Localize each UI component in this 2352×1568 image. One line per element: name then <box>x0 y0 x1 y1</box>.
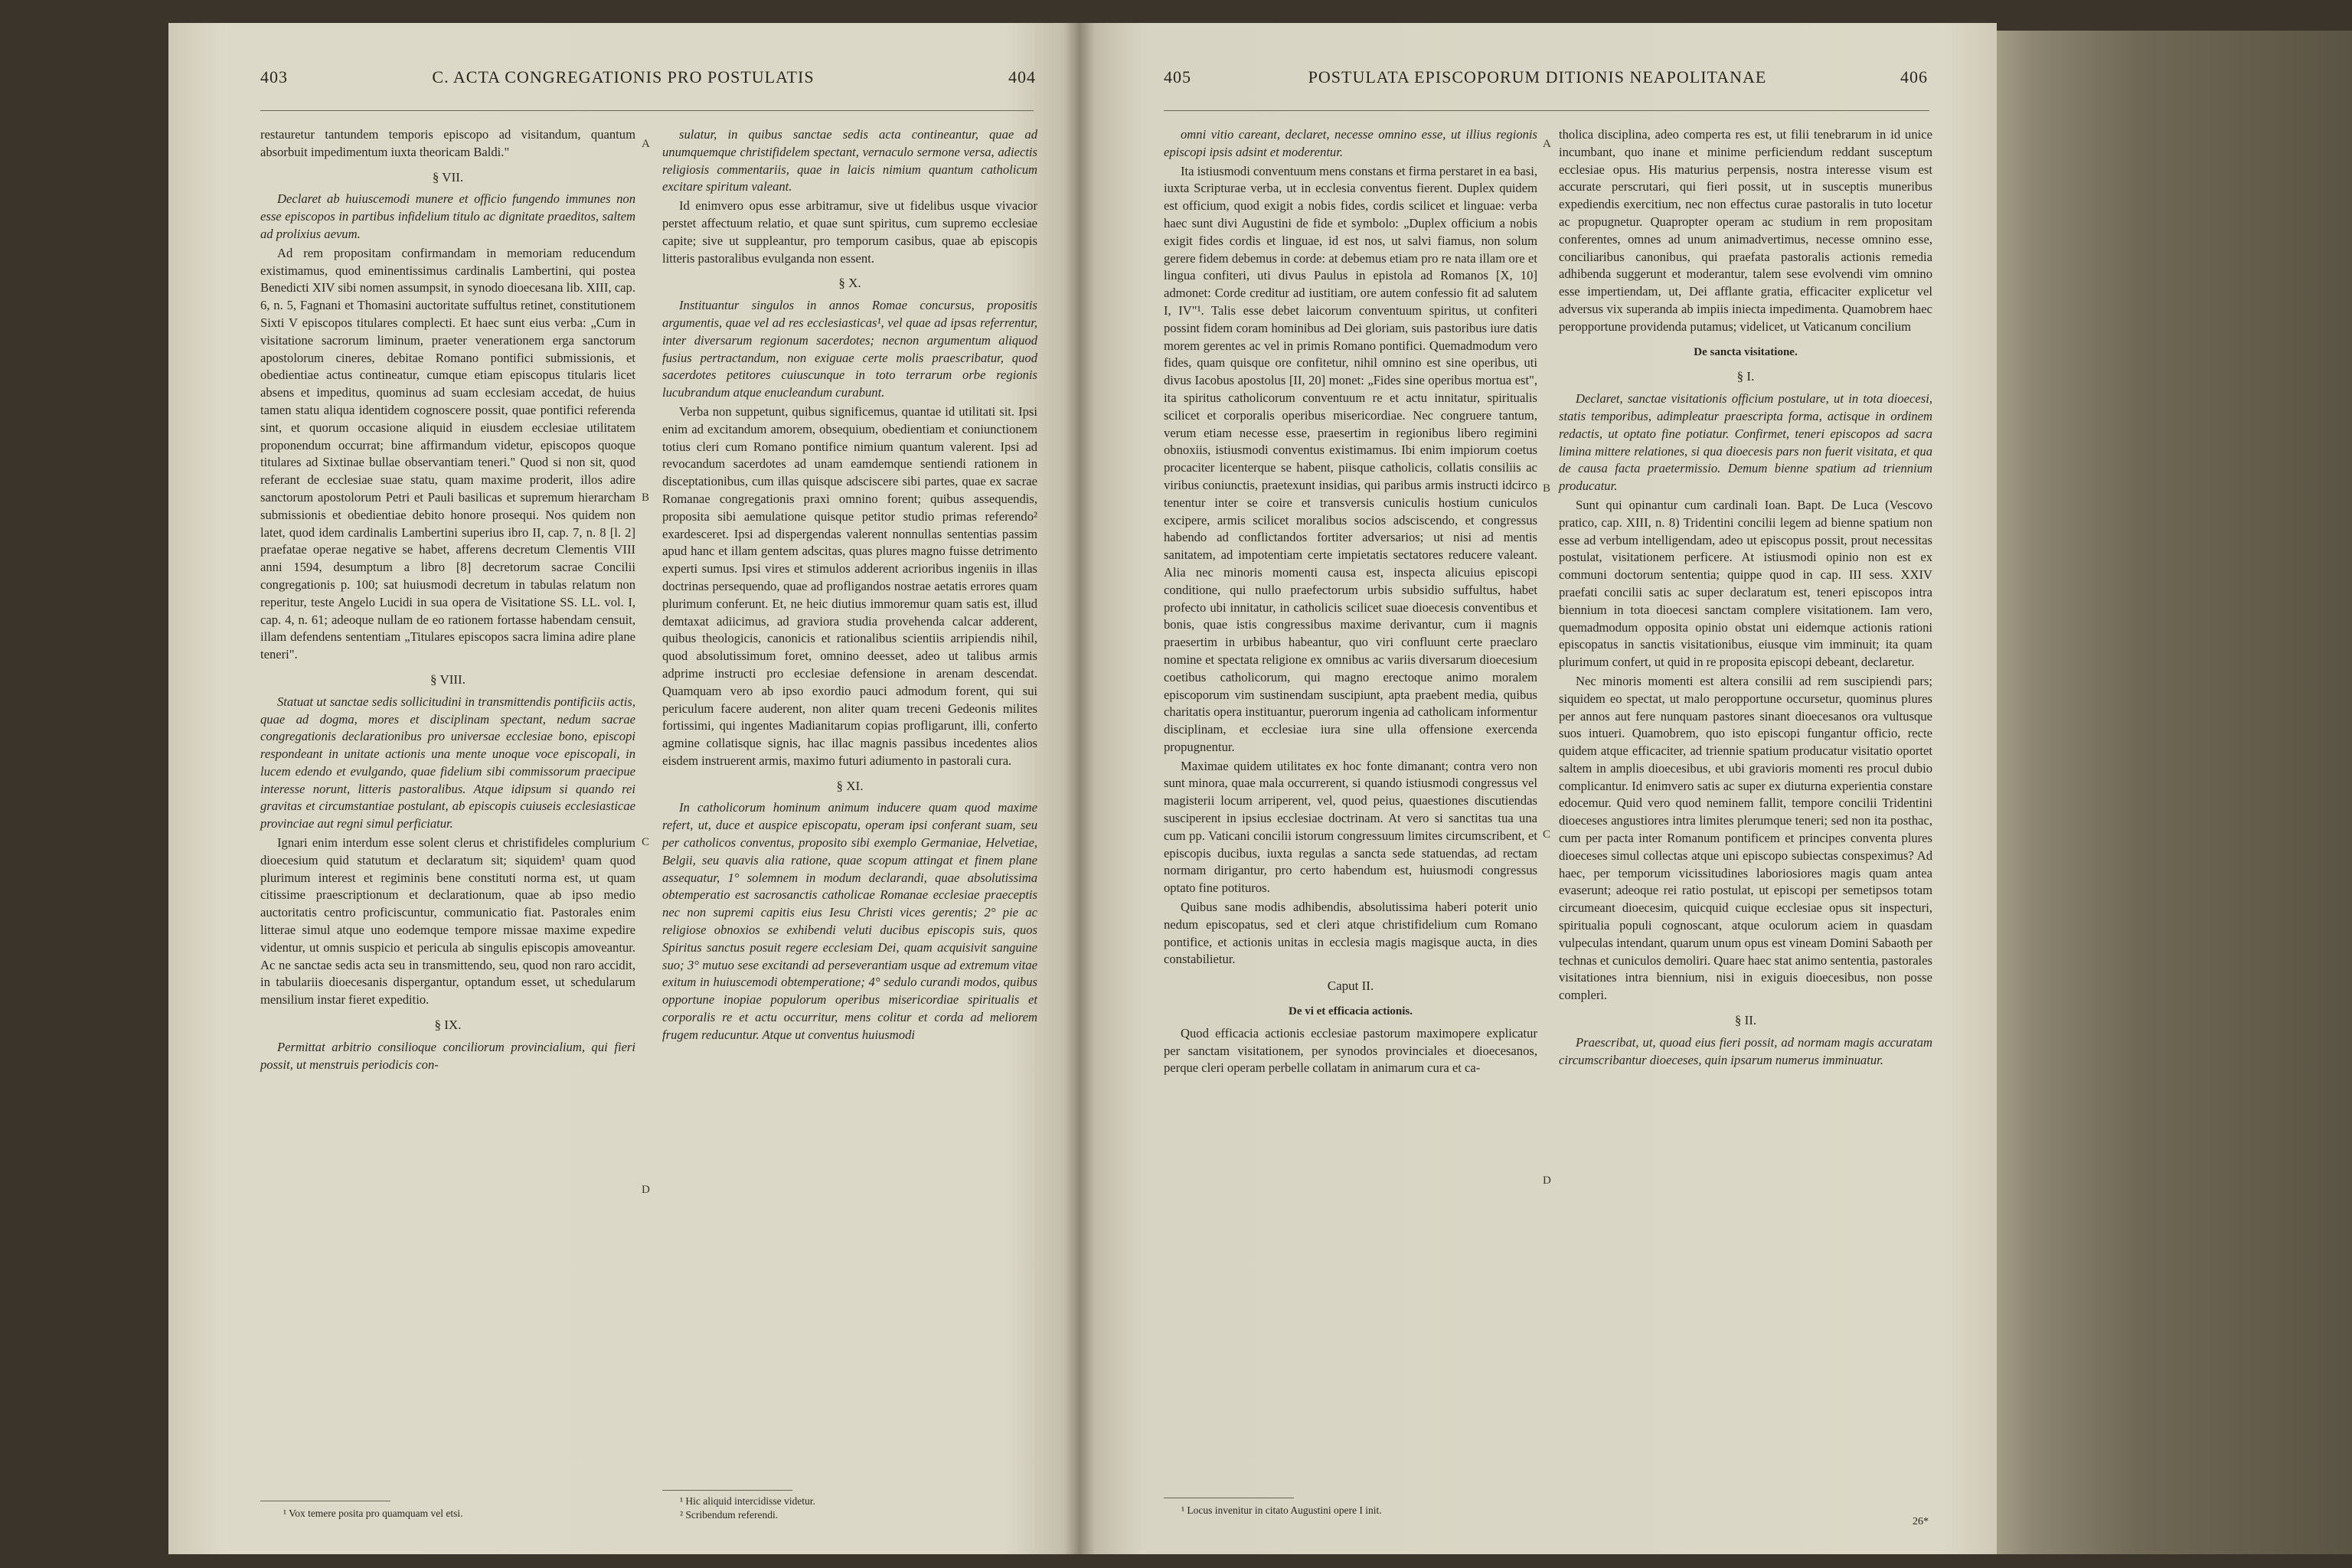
page-edge-stack <box>1997 31 2352 1554</box>
postulatum-text: sulatur, in quibus sanctae sedis acta contineantur, quae ad unumquemque christifidelem spectant, vernaculo sermone versa, adiectis religiosis commentariis, quae in laicis nimium quantum catholicum excitare spiritum valeant. <box>662 127 1037 194</box>
margin-letter: D <box>1543 1174 1551 1187</box>
postulatum-text: omni vitio careant, declaret, necesse omnino esse, ut illius regionis episcopi ipsis adsint et moderentur. <box>1164 127 1537 159</box>
section-heading: § IX. <box>434 1018 462 1033</box>
postulatum-text: In catholicorum hominum animum inducere quam quod maxime refert, ut, duce et auspice episcopatu, operam ipsi conferant suam, seu per catholicos conventus, proposito sibi exemplo Germaniae, Helvetiae, Belgii, seu quavis alia ratione, quae scopum attingat et finem plane assequatur, 1° solemnem in modum declarandi, quae absolutissima obtemperatio est sacrosanctis catholicae Romanae ecclesiae praeceptis nec non supremi capitis eius Iesu Christi vices gerentis; 2° pie ac religiose obnoxios se exhibendi veluti ducibus episcopis suis, quos Spiritus sanctus posuit regere ecclesiam Dei, quam acquisivit sanguine suo; 3° mutuo sese excitandi ad perseverantiam usque ad extremum vitae exitum in huiuscemodi obtemperatione; 4° sedulo curandi modos, quibus opportune inopiae populorum operibus misericordiae spiritualis et corporalis re et actu occurritur, mens colitur et corda ad meliorem frugem reducuntur. Atque ut conventus huiusmodi <box>662 800 1037 1042</box>
right-page <box>1078 23 1997 1554</box>
chapter-heading: Caput II. <box>1327 978 1374 994</box>
body-paragraph: Id enimvero opus esse arbitramur, sive ut fidelibus usque vivacior perstet affectuum relatio, et quae sunt spiritus, cum supremo ecclesiae capite; sive ut suppleantur, pro temporum casibus, quae ab episcopis litteris pastoralibus evulganda non essent. <box>662 198 1037 266</box>
left-column-1 <box>260 126 635 1075</box>
body-paragraph: Nec minoris momenti est altera consilii ad rem suscipiendi pars; siquidem eo spectat, ut malo peropportune occursetur, quominus plures per annos aut fere nunquam pastores sinant dioecesanos ora vultusque suos intueri. Quamobrem, quo isto episcopi fungantur officio, recte quidem atque efficaciter, ad triennie spatium producatur visitatio oportet saltem in amplis dioecesibus, et ubi gravioris momenti res procul dubio complicantur. Id enimvero satis ac super ex diuturna experientia constare edocemur. Quid vero quod neminem fallit, tempore concilii Tridentini dioeceses angustiores intra limites plerumque teneri; sed non ita posthac, cum per pacta inter Romanum pontificem et principes conventa plures dioeceses simul collectas atque uni episcopo subiectas conspeximus? Ad haec, per temporum vicissitudines laboriosiores magis quam antea evaserunt; adeoque rei ratio postulat, ut episcopi per semetipsos totam circumeant dioecesim, quicquid cuique ecclesiae opus sit inspecturi, spiritualia populi cognoscant, atque oculorum aciem in quasdam vulpeculas intendant, quarum unum opus est vineam Domini Sabaoth per technas et cuniculos demoliri. Quare haec stat animo sententia, pastorales visitationes intra biennium, nisi in exiguis dioecesibus, non posse compleri. <box>1559 673 1932 1003</box>
footnote: ² Scribendum referendi. <box>680 1509 779 1521</box>
section-heading: § II. <box>1734 1013 1757 1028</box>
section-heading: § I. <box>1736 369 1755 384</box>
margin-letter: C <box>1543 828 1551 841</box>
body-paragraph: Maximae quidem utilitates ex hoc fonte dimanant; contra vero non sunt minora, quae mala occurrerent, si quando istiusmodi congressus vel magisterii locum arriperent, vel, quod peius, quaestiones discutiendas susciperent in ipsius ecclesiae doctrinam. At vero si sanctitas tua una cum pp. Vaticani concilii istorum congressuum limites circumscribent, et episcopis ducibus, iuxta regulas a sancta sede statuendas, ad rectam normam dirigantur, pro certo habendum est, huiusmodi congressus optato fine potituros. <box>1164 758 1537 896</box>
body-paragraph: Sunt qui opinantur cum cardinali Ioan. Bapt. De Luca (Vescovo pratico, cap. XIII, n. 8) Tridentini concilii legem ad bienne spatium non esse ad verbum intelligendam, adeo ut episcopus possit, prout necessitas postulat, visitationem perficere. At istiusmodi opinio non est ex communi doctorum sententia; quippe quod in cap. III sess. XXIV praefati concilii satis ac super declaratum est, teneri episcopos intra biennium in tota dioecesi sanctam complere visitationem. Iam vero, quemadmodum opposita opinio obstat uni eidemque actionis rationi episcopatus in sanctis visitationibus, eiusque vim imminuit; ita quam plurimum confert, ut quid in re proposita episcopi debeant, declaretur. <box>1559 497 1932 670</box>
right-running-head: POSTULATA EPISCOPORUM DITIONIS NEAPOLITANAE <box>1308 67 1767 87</box>
left-column-2 <box>662 126 1037 1046</box>
body-paragraph: tholica disciplina, adeo comperta res est, ut filii tenebrarum in id unice incumbant, quo inane et minime perficiendum reddant susceptum ecclesiae opus. His maturius perpensis, nostra interesse visum est accurate perscrutari, qui fieri possit, ut in susceptis muneribus expediendis exercitium, nec non effectus curae pastoralis in tuto locetur ac propugnetur. Quapropter operam ac studium in rem propositam conferentes, omnes ad unum animadvertimus, necesse omnino esse, conciliaribus canonibus, qui praefata pastoralis actionis remedia adhibenda suggerunt et moderantur, talem sese evolvendi vim omnino esse impertiendam, ut, Dei afflante gratia, efficaciter explicetur vel adversus vix superanda ab impiis iniecta impedimenta. Quamobrem haec peropportune providenda putamus; videlicet, ut Vaticanum concilium <box>1559 127 1932 334</box>
footnote: ¹ Locus invenitur in citato Augustini opere I init. <box>1181 1504 1382 1516</box>
body-paragraph: Verba non suppetunt, quibus significemus, quantae id utilitati sit. Ipsi enim ad excitandum amorem, obsequium, obedientiam et coniunctionem totius cleri cum Romano pontifice nimium quantum valerent. Ipsi ad revocandum sacerdotes ad unam eamdemque sentiendi rationem in disceptationibus, cum illas quisque adsciscere sibi partes, quae ex sacrae Romanae congregationis praxi omnino forent; quibus assequendis, proposita sibi aemulatione quisque petitor studio primas referendo² exardesceret. Ipsi ad dispergendas valerent nonnullas sententias passim apud hanc et illam gentem adscitas, quas plures magno fuisse detrimento experti sumus. Ipsi vires et stimulos adderent acrioribus ingeniis in illas doctrinas persequendo, quae ad profligandos nostrae aetatis errores quam plurimum conferunt. Et, ne heic diutius immoremur quam satis est, illud demtaxat adiicimus, ad graviora studia provehenda calcar adderent, quibus theologicis, canonicis et rationalibus scientiis arripiendis nihil, quod absolutissimum foret, omnino deesset, adeo ut talibus armis adprime instructi pro ecclesiae defensione in arenam descendat. Quamquam vero ab ipso exordio pauci admodum forent, qui sui periculum facere auderent, non aliter quam treceni Gedeonis milites fortissimi, qui ingentes Madianitarum copias profligarunt, illi, conferto agmine collatisque signis, hac illac magnis passibus incedentes alios eisdem instruerent armis, maximo futuri adiumento in pastorali cura. <box>662 403 1037 768</box>
section-heading: § VIII. <box>430 671 466 687</box>
body-paragraph: Quod efficacia actionis ecclesiae pastorum maximopere explicatur per sanctam visitationem, per synodos provinciales et dioecesanos, perque cleri operam perbelle collatam in animarum cura et ca- <box>1164 1025 1537 1076</box>
footnote-rule <box>662 1490 792 1491</box>
section-heading: § VII. <box>432 169 464 185</box>
body-paragraph: Ignari enim interdum esse solent clerus et christifideles complurium dioecesium quid statutum et declaratum sit; siquidem¹ quam quod plurimum interest et regiminis bene constituti norma est, ut quam citissime praescriptionum et declarationum, quae ab ipso medio auctoritatis centro proficiscuntur, communicatio fiat. Pastorales enim litterae simul atque uno eodemque tempore missae maxime expedire videntur, ut omnis suspicio et pericula ab singulis episcopis amoveantur. Ac ne sanctae sedis acta seu in transmittendo, seu, quod non raro accidit, in tabulariis dioecesanis dispergantur, optandum esset, ut schedularum mensilium instar fieret expeditio. <box>260 835 635 1008</box>
footnote: ¹ Vox temere posita pro quamquam vel etsi. <box>283 1508 463 1519</box>
gutter-shadow <box>1064 23 1095 1554</box>
header-rule <box>1164 110 1929 111</box>
margin-letter: D <box>642 1184 650 1196</box>
body-paragraph: restauretur tantundem temporis episcopo ad visitandum, quantum absorbuit impedimentum iuxta theoricam Baldi." <box>260 127 635 159</box>
margin-letter: B <box>642 492 650 504</box>
right-page-number-405: 405 <box>1164 67 1191 87</box>
left-page-number-404: 404 <box>1008 67 1036 87</box>
postulatum-text: Permittat arbitrio consilioque conciliorum provincialium, qui fieri possit, ut menstruis periodicis con- <box>260 1039 635 1072</box>
right-column-2 <box>1559 126 1932 1070</box>
margin-letter: B <box>1543 482 1551 495</box>
right-column-1 <box>1164 126 1537 1079</box>
margin-letter: A <box>1543 138 1551 150</box>
margin-letter: A <box>642 138 650 150</box>
postulatum-text: Praescribat, ut, quoad eius fieri possit, ad normam magis accuratam circumscribantur dioeceses, quin ipsarum numerus imminuatur. <box>1559 1034 1932 1067</box>
sub-heading: De sancta visitatione. <box>1694 345 1798 358</box>
body-paragraph: Ad rem propositam confirmandam in memoriam reducendum existimamus, quod eminentissimus cardinalis Lambertini, qui postea Benedicti XIV sibi nomen assumpsit, in synodo dioecesana lib. XIII, cap. 6, n. 5, Fagnani et Thomasini auctoritate suffultus retinet, constitutionem Sixti V episcopos titulares complecti. Et haec sunt eius verba: „Cum in visitatione sacrorum liminum, praeter venerationem erga sanctorum apostolorum cineres, debitae Romano pontifici submissionis, et obedientiae actus contineatur, cumque etiam episcopus titularis licet absens et impeditus, quominus ad suam ecclesiam accedat, de huius tamen statu aliqua identidem cognoscere possit, quae pontifici referenda sint, et quorum occasione aliquid in eiusdem ecclesiae utilitatem proponendum occurrat; bine affirmandum videtur, episcopos quoque titulares ad Sixtinae bullae observantiam teneri." Quod si non sit, quod referant de ecclesiae suae statu, quam maxime proderit, illos adire sanctorum apostolorum Petri et Pauli basilicas et supremum hierarcham submissionis et obedientiae debito honore prosequi. Nos quidem non latet, quod idem cardinalis Lambertini superius ibro II, cap. 7, n. 8 [l. 2] praefatae operae negative se habet, afferens decretum Clementis VIII anni 1594, desumptum a libro [8] decretorum sacrae Concilii congregationis p. 100; sat huiusmodi decretum in tabulas relatum non reperitur, teste Angelo Lucidi in sua opera de Visitatione SS. LL. vol. I, cap. 4, n. 61; adeoque nullam de eo rationem fortasse habendam censuit, illam defendens sententiam „Titulares episcopos sacra limina adire plane teneri". <box>260 245 635 662</box>
postulatum-text: Statuat ut sanctae sedis sollicitudini in transmittendis pontificiis actis, quae ad dogma, mores et disciplinam spectant, nedum sacrae congregationis declarationibus pro universae ecclesiae bono, episcopi respondeant in unitate actionis una mente unoque voce episcopali, in lucem edendo et evulgando, quae fidelium sibi commissorum praecipue interesse norunt, litteris pastoralibus. Atque idipsum si quando rei gravitas et circumstantiae postulant, ab episcopis cuiuseis ecclesiasticae provinciae aut regni simul perficiatur. <box>260 694 635 831</box>
left-running-head: C. ACTA CONGREGATIONIS PRO POSTULATIS <box>432 67 815 87</box>
postulatum-text: Declaret ab huiuscemodi munere et officio fungendo immunes non esse episcopos in partibus infidelium titulo ac dignitate praeditos, saltem ad prolixius aevum. <box>260 191 635 241</box>
left-page <box>168 23 1078 1554</box>
postulatum-text: Declaret, sanctae visitationis officium postulare, ut in tota dioecesi, statis temporibus, adimpleatur praescripta forma, actisque in ordinem redactis, ut optato fine potiatur. Confirmet, teneri episcopos ad sacra limina mittere relationes, si qua dioecesis pars non fuerit visitata, et qua de causa facta praetermissio. Demum bienne spatium ad triennium producatur. <box>1559 391 1932 494</box>
sub-heading: De vi et efficacia actionis. <box>1288 1005 1413 1018</box>
body-paragraph: Ita istiusmodi conventuum mens constans et firma perstaret in ea basi, iuxta Scripturae verba, ut in ecclesia conventus fierent. Duplex quidem est officium, quod exigit a nobis fides, cordis scilicet et linguae: verba haec sunt divi Augustini de fide et symbolo: „Duplex officium a nobis exigit fides cordis et linguae, id est nos, ut salvi fiamus, non solum gerere fidem debemus in corde: at debemus etiam pro re nata illam ore et lingua confiteri, uti divus Paulus in epistola ad Romanos [X, 10] admonet: Corde creditur ad iustitiam, ore autem confessio fit ad salutem I, IV"¹. Talis esse debet laicorum conventuum spiritus, ut confiteri possint fidem coram hominibus ad Dei gloriam, suis pastoribus iure datis morem gerentes ac vel in primis Romano pontifici. Quemadmodum vero fides, quam quisque ore confitetur, nihil omnino est sine operibus, uti divus Iacobus apostolus [II, 20] monet: „Fides sine operibus mortua est", ita spiritus catholicorum conventuum re et actu innitatur, spiritualis scilicet et corporalis operibus misericordiae. Nec congruere tantum, verum etiam necesse esse, praesertim in regionibus libero regimini obnoxiis, istiusmodi conventus existimamus. Ibi enim impiorum coetus procaciter licenterque se habent, piisque catholicis, collatis consiliis ac viribus coniunctis, praetexunt insidias, qui paribus armis instructi idcirco tenentur inter se coire et transversis cuniculis hostium cuniculos excipere, armis scilicet moralibus socios adsciscendo, et congressus habendo ad conflictandos fortiter adversarios; ut nisi ad mentis sanitatem, ad impotentiam certe impietatis sectatores reducere valeant. Alia nec minoris momenti causa est, inspecta alicuius episcopi conditione, qui nullo praefectorum urbis subsidio suffultus, habet profecto ubi innitatur, in catholicis scilicet suae dioecesis conventibus et bonis, quae istis congressibus maxime derivantur, cum ii magnis praesertim in urbibus habeantur, quo viri confluunt certe praeclaro nomine et spectata religione ex omnibus ac variis diversarum dioecesium coetibus catholicorum, qui magno erectoque animo moralem episcoporum vim sustinendam suscipiunt, apta praebent media, quibus charitatis opera instituantur, puerorum ingenia ad catholicam informentur disciplinam, et ecclesiae iura sine ulla offensione exercenda propugnentur. <box>1164 163 1537 754</box>
section-heading: § X. <box>838 276 861 291</box>
footnote: ¹ Hic aliquid intercidisse videtur. <box>680 1495 815 1507</box>
section-heading: § XI. <box>836 778 864 793</box>
postulatum-text: Instituantur singulos in annos Romae concursus, propositis argumentis, quae vel ad res ecclesiasticas¹, vel quae ad ipsas referrentur, inter diversarum regionum sacerdotes; necnon argumentum aliquod fusius pertractandum, non exiguae certe molis praescribatur, quod sacerdotes petitores cuiuscunque in toto terrarum orbe regionis lucubrandum atque enucleandum curabunt. <box>662 298 1037 400</box>
left-page-number-403: 403 <box>260 67 288 87</box>
right-page-number-406: 406 <box>1900 67 1928 87</box>
margin-letter: C <box>642 836 650 848</box>
body-paragraph: Quibus sane modis adhibendis, absolutissima haberi poterit unio nedum episcopatus, sed et cleri atque christifidelium cum Romano pontifice, et actionis unitas in ecclesia magis magisque aucta, in dies constabilietur. <box>1164 900 1537 967</box>
signature-mark: 26* <box>1913 1516 1929 1527</box>
header-rule <box>260 110 1034 111</box>
